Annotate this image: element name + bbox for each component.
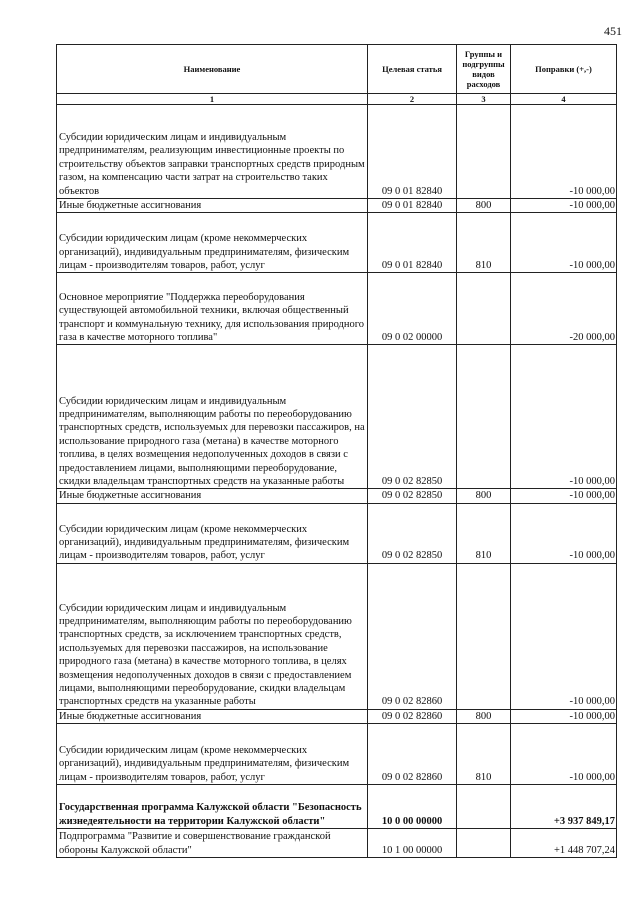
row-amount: -10 000,00 (511, 489, 617, 503)
table-row (57, 829, 617, 858)
row-name: Основное мероприятие "Поддержка переоборудования существующей автомобильной техники, включая общественный транспорт и коммунальную технику, для использования природного газа в качестве моторного топлива" (57, 273, 368, 345)
row-group: 800 (457, 709, 511, 723)
row-group (457, 105, 511, 199)
table-row (57, 503, 617, 563)
row-name: Субсидии юридическим лицам (кроме некоммерческих организаций), индивидуальным предпринимателям, физическим лицам - производителям товаров, работ, услуг (57, 724, 368, 785)
row-amount: -10 000,00 (511, 503, 617, 563)
header-code: Целевая статья (368, 45, 457, 94)
row-code: 09 0 02 82850 (368, 345, 457, 489)
row-code: 09 0 01 82840 (368, 199, 457, 213)
table-row (57, 724, 617, 785)
column-number: 1 (57, 94, 368, 105)
row-group (457, 345, 511, 489)
row-code: 09 0 02 82860 (368, 563, 457, 709)
table-row (57, 273, 617, 345)
row-amount: -10 000,00 (511, 213, 617, 273)
row-name: Государственная программа Калужской области "Безопасность жизнедеятельности на территории Калужской области" (57, 785, 368, 829)
row-name: Субсидии юридическим лицам (кроме некоммерческих организаций), индивидуальным предпринимателям, физическим лицам - производителям товаров, работ, услуг (57, 213, 368, 273)
row-amount: +1 448 707,24 (511, 829, 617, 858)
table-body (57, 105, 617, 858)
row-amount: -10 000,00 (511, 709, 617, 723)
row-code: 09 0 02 00000 (368, 273, 457, 345)
row-name: Подпрограмма "Развитие и совершенствование гражданской обороны Калужской области" (57, 829, 368, 858)
row-group (457, 785, 511, 829)
row-amount: -10 000,00 (511, 199, 617, 213)
row-amount: -10 000,00 (511, 345, 617, 489)
column-number-row (57, 94, 617, 105)
table-row (57, 785, 617, 829)
row-code: 09 0 02 82850 (368, 503, 457, 563)
row-name: Субсидии юридическим лицам (кроме некоммерческих организаций), индивидуальным предпринимателям, физическим лицам - производителям товаров, работ, услуг (57, 503, 368, 563)
row-code: 09 0 02 82860 (368, 724, 457, 785)
row-code: 10 1 00 00000 (368, 829, 457, 858)
row-amount: -10 000,00 (511, 105, 617, 199)
column-number: 3 (457, 94, 511, 105)
table-row (57, 199, 617, 213)
row-group (457, 273, 511, 345)
row-group (457, 563, 511, 709)
table-row (57, 105, 617, 199)
column-number: 2 (368, 94, 457, 105)
row-group: 800 (457, 489, 511, 503)
header-amount: Поправки (+,-) (511, 45, 617, 94)
row-group (457, 829, 511, 858)
header-name: Наименование (57, 45, 368, 94)
row-group: 810 (457, 213, 511, 273)
row-group: 800 (457, 199, 511, 213)
row-group: 810 (457, 503, 511, 563)
table-header-row (57, 45, 617, 94)
row-name: Иные бюджетные ассигнования (57, 709, 368, 723)
row-name: Субсидии юридическим лицам и индивидуальным предпринимателям, выполняющим работы по переоборудованию транспортных средств, за исключением транспортных средств, используемых для перевозки пассажиров, на использование природного газа (метана) в качестве моторного топлива, в целях возмещения недополученных доходов в связи с предоставлением лицами, выполняющими переоборудование, скидки владельцам транспортных средств на указанные работы (57, 563, 368, 709)
row-amount: -10 000,00 (511, 563, 617, 709)
table-row (57, 213, 617, 273)
row-code: 09 0 02 82850 (368, 489, 457, 503)
table-row (57, 563, 617, 709)
table-row (57, 345, 617, 489)
table-row (57, 489, 617, 503)
row-amount: -20 000,00 (511, 273, 617, 345)
row-name: Субсидии юридическим лицам и индивидуальным предпринимателям, реализующим инвестиционные проекты по строительству объектов заправки транспортных средств природным газом, на компенсацию части затрат на строительство таких объектов (57, 105, 368, 199)
row-code: 10 0 00 00000 (368, 785, 457, 829)
page-number: 451 (604, 24, 622, 38)
row-amount: +3 937 849,17 (511, 785, 617, 829)
column-number: 4 (511, 94, 617, 105)
row-amount: -10 000,00 (511, 724, 617, 785)
row-code: 09 0 01 82840 (368, 105, 457, 199)
row-name: Иные бюджетные ассигнования (57, 199, 368, 213)
row-name: Субсидии юридическим лицам и индивидуальным предпринимателям, выполняющим работы по переоборудованию транспортных средств, используемых для перевозки пассажиров, на использование природного газа (метана) в качестве моторного топлива, в целях возмещения недополученных доходов в связи с предоставлением лицами, выполняющими переоборудование, скидки владельцам транспортных средств на указанные работы (57, 345, 368, 489)
row-code: 09 0 01 82840 (368, 213, 457, 273)
row-name: Иные бюджетные ассигнования (57, 489, 368, 503)
header-group: Группы и подгруппы видов расходов (457, 45, 511, 94)
row-code: 09 0 02 82860 (368, 709, 457, 723)
row-group: 810 (457, 724, 511, 785)
table-row (57, 709, 617, 723)
budget-table (56, 44, 617, 858)
